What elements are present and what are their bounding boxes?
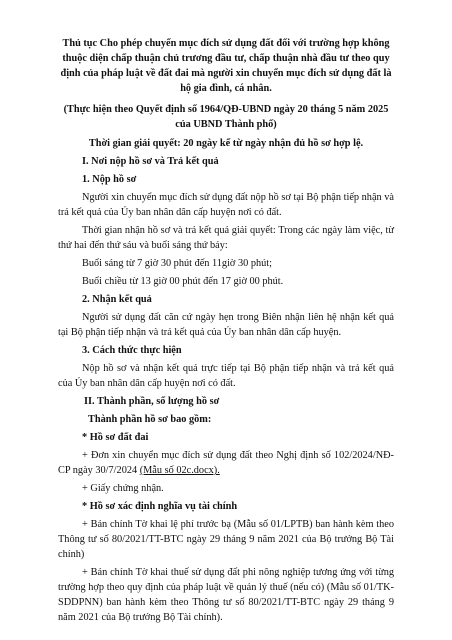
form-02c-link[interactable]: (Mẫu số 02c.docx). xyxy=(139,465,220,476)
section-2-subheading: Thành phần hồ sơ bao gồm: xyxy=(88,414,212,425)
financial-documents-heading: * Hồ sơ xác định nghĩa vụ tài chính xyxy=(82,501,238,512)
paragraph-text: + Đơn xin chuyển mục đích sử dụng đất theo Nghị định số 102/2024/NĐ-CP ngày 30/7/2024 xyxy=(58,450,394,476)
section-2-heading: II. Thành phần, số lượng hồ sơ xyxy=(84,396,220,407)
paragraph: Thời gian nhận hồ sơ và trả kết quả giải quyết: Trong các ngày làm việc, từ thứ hai đến thứ sáu và buổi sáng thứ bảy: xyxy=(58,225,394,251)
section-1-2-heading: 2. Nhận kết quả xyxy=(82,294,152,305)
document-subtitle: (Thực hiện theo Quyết định số 1964/QĐ-UBND ngày 20 tháng 5 năm 2025 của UBND Thành phố) xyxy=(63,104,389,130)
paragraph: + Bản chính Tờ khai thuế sử dụng đất phi nông nghiệp tương ứng với từng trường hợp theo quy định của pháp luật về quản lý thuế (nếu có) (Mẫu số 01/TK-SDDPNN) ban hành kèm theo Thông tư số 80/2021/TT-BTC ngày 29 tháng 9 năm 2021 của Bộ trưởng Bộ Tài chính). xyxy=(58,567,394,623)
paragraph xyxy=(58,448,394,478)
paragraph: Người sử dụng đất căn cứ ngày hẹn trong Biên nhận liên hệ nhận kết quả tại Bộ phận tiếp nhận và trả kết quả của Ủy ban nhân dân cấp huyện. xyxy=(58,312,394,338)
paragraph: + Giấy chứng nhận. xyxy=(82,483,164,494)
section-1-heading: I. Nơi nộp hồ sơ và Trả kết quả xyxy=(82,156,219,167)
paragraph: Buổi sáng từ 7 giờ 30 phút đến 11giờ 30 phút; xyxy=(82,258,272,269)
land-documents-heading: * Hồ sơ đất đai xyxy=(82,432,149,443)
paragraph: Nộp hồ sơ và nhận kết quả trực tiếp tại Bộ phận tiếp nhận và trả kết quả của Ủy ban nhân dân cấp huyện nơi có đất. xyxy=(58,363,394,389)
document-title: Thủ tục Cho phép chuyển mục đích sử dụng đất đối với trường hợp không thuộc diện chấp thuận chủ trương đầu tư, chấp thuận nhà đầu tư theo quy định của pháp luật về đất đai mà người xin chuyển mục đích sử dụng đất là hộ gia đình, cá nhân. xyxy=(60,38,392,94)
section-1-1-heading: 1. Nộp hồ sơ xyxy=(82,174,137,185)
section-1-3-heading: 3. Cách thức thực hiện xyxy=(82,345,182,356)
processing-time: Thời gian giải quyết: 20 ngày kể từ ngày nhận đủ hồ sơ hợp lệ. xyxy=(88,138,364,149)
paragraph: Người xin chuyển mục đích sử dụng đất nộp hồ sơ tại Bộ phận tiếp nhận và trả kết quả của Ủy ban nhân dân cấp huyện nơi có đất. xyxy=(58,192,394,218)
paragraph: + Bản chính Tờ khai lệ phí trước bạ (Mẫu số 01/LPTB) ban hành kèm theo Thông tư số 80/2021/TT-BTC ngày 29 tháng 9 năm 2021 của Bộ trưởng Bộ Tài chính) xyxy=(58,519,394,560)
paragraph: Buổi chiều từ 13 giờ 00 phút đến 17 giờ 00 phút. xyxy=(82,276,284,287)
